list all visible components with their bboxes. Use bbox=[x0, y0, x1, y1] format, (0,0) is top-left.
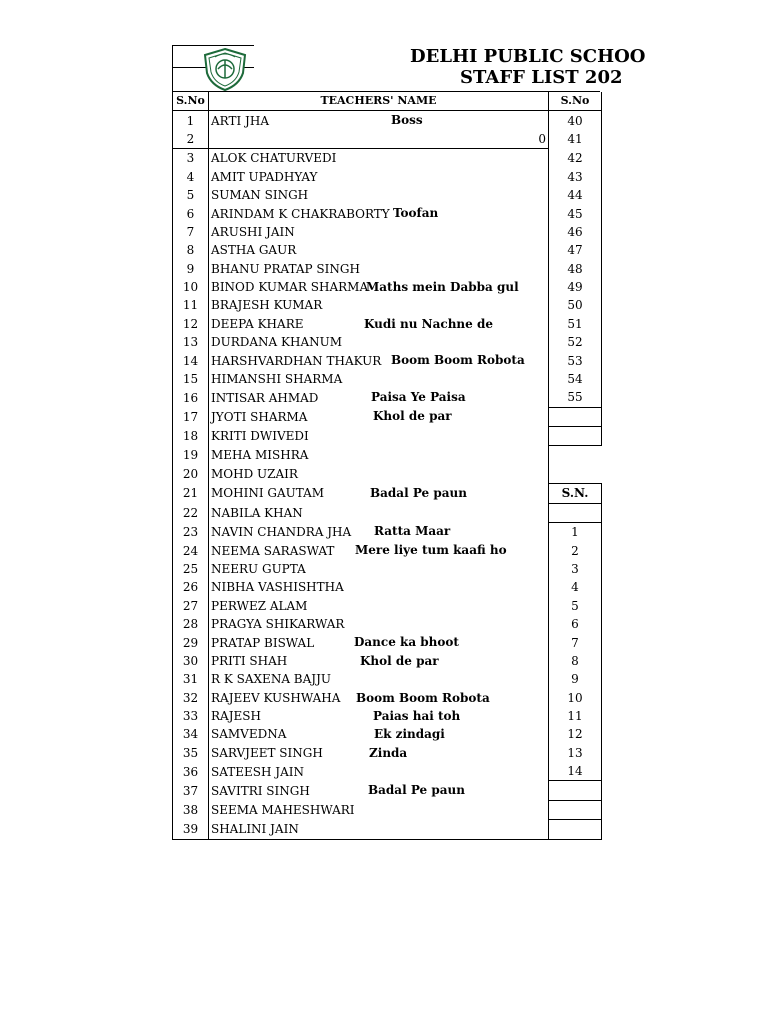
teacher-name-cell bbox=[209, 560, 549, 578]
teacher-name-cell bbox=[209, 707, 549, 725]
row-serial-number: 18 bbox=[173, 427, 209, 446]
row-serial-number: 14 bbox=[173, 351, 209, 369]
teacher-name: R K SAXENA BAJJU bbox=[211, 672, 332, 687]
teacher-name-cell bbox=[209, 168, 549, 186]
table-row bbox=[173, 446, 602, 465]
teacher-name-cell bbox=[209, 541, 549, 559]
table-row bbox=[173, 615, 602, 633]
right-serial-number: 1 bbox=[549, 522, 602, 541]
table-row bbox=[173, 388, 602, 407]
teacher-nickname: Paias hai toh bbox=[373, 708, 461, 723]
teacher-nickname: Khol de par bbox=[360, 653, 439, 668]
teacher-name-cell bbox=[209, 652, 549, 670]
teacher-nickname: Boom Boom Robota bbox=[391, 353, 525, 368]
row-serial-number: 6 bbox=[173, 204, 209, 222]
right-serial-number bbox=[549, 446, 602, 465]
teacher-name: INTISAR AHMAD bbox=[211, 390, 319, 405]
table-row bbox=[173, 503, 602, 522]
row-serial-number: 39 bbox=[173, 820, 209, 839]
teacher-nickname: Badal Pe paun bbox=[368, 782, 465, 797]
teacher-name-cell bbox=[209, 578, 549, 596]
teacher-name-cell bbox=[209, 503, 549, 522]
teacher-name-cell bbox=[209, 800, 549, 819]
cell-value: 0 bbox=[538, 131, 546, 146]
right-serial-number: 7 bbox=[549, 633, 602, 651]
table-row bbox=[173, 707, 602, 725]
teacher-name-cell bbox=[209, 204, 549, 222]
row-serial-number: 21 bbox=[173, 484, 209, 503]
teacher-name: ALOK CHATURVEDI bbox=[211, 151, 337, 166]
teacher-name-cell bbox=[209, 633, 549, 651]
table-row bbox=[173, 820, 602, 839]
school-crest-logo bbox=[201, 47, 249, 91]
name-header: TEACHERS' NAME bbox=[209, 92, 549, 111]
teacher-name: SAVITRI SINGH bbox=[211, 783, 310, 798]
right-serial-number: S.N. bbox=[549, 484, 602, 503]
table-row bbox=[173, 652, 602, 670]
teacher-name: ARUSHI JAIN bbox=[211, 224, 295, 239]
teacher-name-cell bbox=[209, 186, 549, 204]
row-serial-number: 20 bbox=[173, 465, 209, 484]
right-serial-number: 10 bbox=[549, 689, 602, 707]
teacher-name: RAJESH bbox=[211, 709, 261, 724]
teacher-name: RAJEEV KUSHWAHA bbox=[211, 690, 341, 705]
teacher-name-cell bbox=[209, 762, 549, 781]
table-row bbox=[173, 781, 602, 800]
row-serial-number: 8 bbox=[173, 241, 209, 259]
teacher-name: PRITI SHAH bbox=[211, 653, 288, 668]
table-row bbox=[173, 597, 602, 615]
teacher-nickname: Ratta Maar bbox=[374, 524, 451, 539]
right-serial-number: 51 bbox=[549, 315, 602, 333]
teacher-name: PRAGYA SHIKARWAR bbox=[211, 617, 345, 632]
table-row bbox=[173, 370, 602, 388]
teacher-name: SEEMA MAHESHWARI bbox=[211, 803, 355, 818]
row-serial-number: 33 bbox=[173, 707, 209, 725]
teacher-nickname: Paisa Ye Paisa bbox=[371, 390, 466, 405]
row-serial-number: 35 bbox=[173, 744, 209, 762]
teacher-name-cell bbox=[209, 111, 549, 130]
row-serial-number: 16 bbox=[173, 388, 209, 407]
teacher-name-cell bbox=[209, 670, 549, 688]
teacher-name-cell bbox=[209, 446, 549, 465]
teacher-name-cell bbox=[209, 296, 549, 314]
teacher-nickname: Zinda bbox=[369, 745, 408, 760]
table-row bbox=[173, 407, 602, 426]
row-serial-number: 34 bbox=[173, 725, 209, 743]
teacher-name-cell bbox=[209, 407, 549, 426]
row-serial-number: 2 bbox=[173, 130, 209, 149]
row-serial-number: 22 bbox=[173, 503, 209, 522]
teacher-name-cell bbox=[209, 333, 549, 351]
teacher-name-cell bbox=[209, 689, 549, 707]
row-serial-number: 24 bbox=[173, 541, 209, 559]
row-serial-number: 25 bbox=[173, 560, 209, 578]
right-serial-number bbox=[549, 781, 602, 800]
row-serial-number: 4 bbox=[173, 168, 209, 186]
teacher-name-cell bbox=[209, 725, 549, 743]
right-sn-header: S.No bbox=[549, 92, 602, 111]
row-serial-number: 11 bbox=[173, 296, 209, 314]
right-serial-number: 44 bbox=[549, 186, 602, 204]
teacher-name: MOHINI GAUTAM bbox=[211, 486, 325, 501]
teacher-name: NAVIN CHANDRA JHA bbox=[211, 524, 352, 539]
right-serial-number bbox=[549, 820, 602, 839]
teacher-name-cell bbox=[209, 241, 549, 259]
teacher-name-cell bbox=[209, 597, 549, 615]
row-serial-number: 37 bbox=[173, 781, 209, 800]
right-serial-number: 13 bbox=[549, 744, 602, 762]
row-serial-number: 15 bbox=[173, 370, 209, 388]
right-serial-number: 12 bbox=[549, 725, 602, 743]
table-row bbox=[173, 351, 602, 369]
table-row bbox=[173, 670, 602, 688]
teacher-name: ARINDAM K CHAKRABORTY bbox=[211, 206, 390, 221]
teacher-name: JYOTI SHARMA bbox=[211, 409, 308, 424]
teacher-nickname: Khol de par bbox=[373, 409, 452, 424]
right-serial-number: 50 bbox=[549, 296, 602, 314]
right-serial-number: 49 bbox=[549, 278, 602, 296]
table-row bbox=[173, 333, 602, 351]
teacher-name: BINOD KUMAR SHARMA bbox=[211, 280, 369, 295]
teacher-name-cell bbox=[209, 427, 549, 446]
teacher-name: DURDANA KHANUM bbox=[211, 335, 343, 350]
teacher-name: SARVJEET SINGH bbox=[211, 745, 323, 760]
table-row bbox=[173, 186, 602, 204]
table-row bbox=[173, 427, 602, 446]
right-serial-number: 47 bbox=[549, 241, 602, 259]
teacher-name: BRAJESH KUMAR bbox=[211, 298, 323, 313]
teacher-name: AMIT UPADHYAY bbox=[211, 169, 318, 184]
sheet-header bbox=[172, 45, 646, 92]
right-serial-number: 2 bbox=[549, 541, 602, 559]
right-serial-number bbox=[549, 407, 602, 426]
row-serial-number: 13 bbox=[173, 333, 209, 351]
teacher-nickname: Mere liye tum kaafi ho bbox=[355, 543, 507, 558]
right-serial-number: 53 bbox=[549, 351, 602, 369]
table-row bbox=[173, 204, 602, 222]
teacher-name: NIBHA VASHISHTHA bbox=[211, 580, 344, 595]
row-serial-number: 26 bbox=[173, 578, 209, 596]
row-serial-number: 36 bbox=[173, 762, 209, 781]
teacher-nickname: Kudi nu Nachne de bbox=[364, 316, 493, 331]
table-row bbox=[173, 725, 602, 743]
staff-table bbox=[172, 92, 602, 840]
teacher-name: HARSHVARDHAN THAKUR bbox=[211, 353, 382, 368]
right-serial-number bbox=[549, 465, 602, 484]
table-row bbox=[173, 560, 602, 578]
teacher-name-cell bbox=[209, 388, 549, 407]
teacher-name-cell bbox=[209, 465, 549, 484]
table-row bbox=[173, 168, 602, 186]
row-serial-number: 28 bbox=[173, 615, 209, 633]
table-row bbox=[173, 241, 602, 259]
teacher-name-cell bbox=[209, 149, 549, 168]
right-serial-number: 11 bbox=[549, 707, 602, 725]
table-row bbox=[173, 260, 602, 278]
row-serial-number: 29 bbox=[173, 633, 209, 651]
right-serial-number: 5 bbox=[549, 597, 602, 615]
row-serial-number: 10 bbox=[173, 278, 209, 296]
teacher-name: PRATAP BISWAL bbox=[211, 635, 315, 650]
teacher-name: PERWEZ ALAM bbox=[211, 598, 308, 613]
table-row bbox=[173, 800, 602, 819]
teacher-name: NEEMA SARASWAT bbox=[211, 543, 335, 558]
right-serial-number: 43 bbox=[549, 168, 602, 186]
sn-header: S.No bbox=[173, 92, 209, 111]
staff-list-title: STAFF LIST 202 bbox=[460, 67, 623, 88]
teacher-nickname: Toofan bbox=[393, 206, 439, 221]
school-title: DELHI PUBLIC SCHOO bbox=[410, 46, 646, 67]
right-serial-number: 3 bbox=[549, 560, 602, 578]
teacher-name: SUMAN SINGH bbox=[211, 188, 309, 203]
table-row bbox=[173, 315, 602, 333]
teacher-name: HIMANSHI SHARMA bbox=[211, 372, 343, 387]
table-row bbox=[173, 149, 602, 168]
right-serial-number: 4 bbox=[549, 578, 602, 596]
teacher-name: ARTI JHA bbox=[211, 113, 269, 128]
teacher-nickname: Dance ka bhoot bbox=[354, 635, 459, 650]
teacher-name-cell bbox=[209, 781, 549, 800]
teacher-name: SAMVEDNA bbox=[211, 727, 287, 742]
teacher-name-cell bbox=[209, 315, 549, 333]
right-serial-number bbox=[549, 503, 602, 522]
table-row bbox=[173, 130, 602, 149]
row-serial-number: 23 bbox=[173, 522, 209, 541]
table-row bbox=[173, 278, 602, 296]
teacher-nickname: Ek zindagi bbox=[374, 727, 445, 742]
row-serial-number: 12 bbox=[173, 315, 209, 333]
teacher-name: MEHA MISHRA bbox=[211, 448, 309, 463]
table-row bbox=[173, 633, 602, 651]
teacher-name-cell bbox=[209, 223, 549, 241]
teacher-name bbox=[209, 132, 211, 146]
right-serial-number bbox=[549, 800, 602, 819]
right-serial-number: 14 bbox=[549, 762, 602, 781]
teacher-name: SHALINI JAIN bbox=[211, 822, 299, 837]
teacher-name-cell bbox=[209, 615, 549, 633]
table-row bbox=[173, 744, 602, 762]
row-serial-number: 19 bbox=[173, 446, 209, 465]
row-serial-number: 5 bbox=[173, 186, 209, 204]
teacher-name: NEERU GUPTA bbox=[211, 561, 306, 576]
teacher-name: MOHD UZAIR bbox=[211, 467, 298, 482]
right-serial-number: 41 bbox=[549, 130, 602, 149]
row-serial-number: 27 bbox=[173, 597, 209, 615]
teacher-name-cell bbox=[209, 820, 549, 839]
table-row bbox=[173, 111, 602, 130]
right-serial-number: 45 bbox=[549, 204, 602, 222]
teacher-name: KRITI DWIVEDI bbox=[211, 429, 309, 444]
table-row bbox=[173, 578, 602, 596]
table-row bbox=[173, 522, 602, 541]
right-serial-number: 54 bbox=[549, 370, 602, 388]
row-serial-number: 17 bbox=[173, 407, 209, 426]
row-serial-number: 30 bbox=[173, 652, 209, 670]
teacher-nickname: Boom Boom Robota bbox=[356, 690, 490, 705]
right-serial-number: 42 bbox=[549, 149, 602, 168]
teacher-name: BHANU PRATAP SINGH bbox=[211, 261, 360, 276]
table-row bbox=[173, 223, 602, 241]
right-serial-number: 48 bbox=[549, 260, 602, 278]
row-serial-number: 9 bbox=[173, 260, 209, 278]
teacher-name: NABILA KHAN bbox=[211, 505, 303, 520]
teacher-name-cell bbox=[209, 484, 549, 503]
teacher-name-cell bbox=[209, 370, 549, 388]
teacher-name: DEEPA KHARE bbox=[211, 316, 304, 331]
teacher-nickname: Boss bbox=[391, 113, 423, 128]
staff-list-sheet bbox=[172, 45, 646, 840]
right-serial-number: 46 bbox=[549, 223, 602, 241]
table-row bbox=[173, 541, 602, 559]
right-serial-number: 8 bbox=[549, 652, 602, 670]
table-row bbox=[173, 484, 602, 503]
row-serial-number: 38 bbox=[173, 800, 209, 819]
right-serial-number: 52 bbox=[549, 333, 602, 351]
table-header-row bbox=[173, 92, 602, 111]
row-serial-number: 31 bbox=[173, 670, 209, 688]
row-serial-number: 1 bbox=[173, 111, 209, 130]
teacher-nickname: Badal Pe paun bbox=[370, 485, 467, 500]
teacher-name-cell bbox=[209, 522, 549, 541]
teacher-name-cell bbox=[209, 351, 549, 369]
right-serial-number: 9 bbox=[549, 670, 602, 688]
row-serial-number: 7 bbox=[173, 223, 209, 241]
table-row bbox=[173, 689, 602, 707]
table-row bbox=[173, 296, 602, 314]
teacher-name-cell bbox=[209, 130, 549, 149]
teacher-name: SATEESH JAIN bbox=[211, 764, 304, 779]
teacher-nickname: Maths mein Dabba gul bbox=[366, 279, 519, 294]
table-row bbox=[173, 762, 602, 781]
table-row bbox=[173, 465, 602, 484]
right-serial-number: 55 bbox=[549, 388, 602, 407]
row-serial-number: 3 bbox=[173, 149, 209, 168]
teacher-name-cell bbox=[209, 278, 549, 296]
right-serial-number: 40 bbox=[549, 111, 602, 130]
row-serial-number: 32 bbox=[173, 689, 209, 707]
teacher-name: ASTHA GAUR bbox=[211, 243, 297, 258]
right-serial-number bbox=[549, 427, 602, 446]
teacher-name-cell bbox=[209, 744, 549, 762]
teacher-name-cell bbox=[209, 260, 549, 278]
right-serial-number: 6 bbox=[549, 615, 602, 633]
